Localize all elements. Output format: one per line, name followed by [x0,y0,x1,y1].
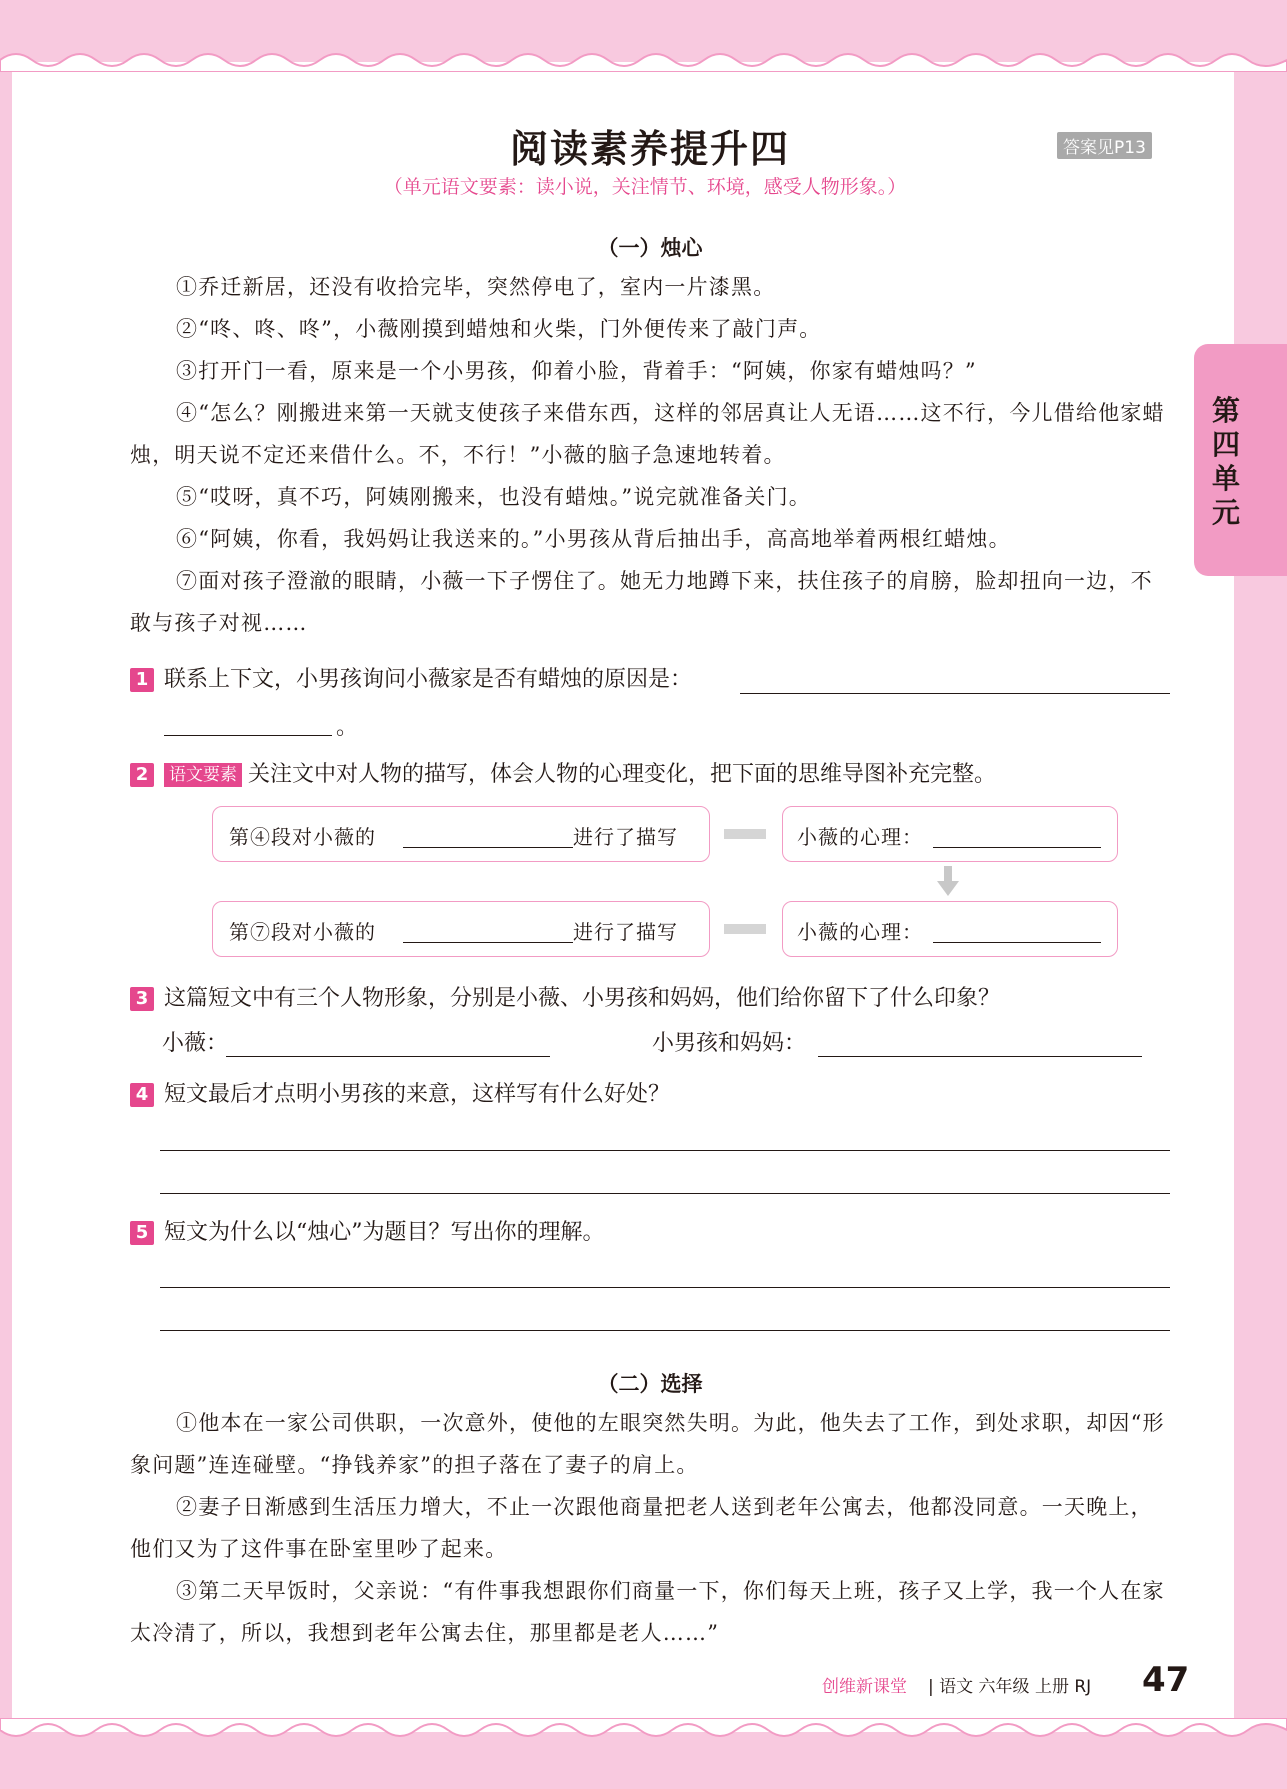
mindmap-box-psychology-1 [782,806,1118,862]
answer-blank[interactable] [740,693,1170,694]
question-text: 关注文中对人物的描写，体会人物的心理变化，把下面的思维导图补充完整。 [248,762,997,787]
unit-element-note: （单元语文要素：读小说，关注情节、环境，感受人物形象。） [383,176,907,198]
character-label-boy-mother: 小男孩和妈妈： [652,1031,807,1056]
passage-1-paragraph: ③打开门一看，原来是一个小男孩，仰着小脸，背着手：“阿姨，你家有蜡烛吗？” [176,359,977,383]
question-text: 短文最后才点明小男孩的来意，这样写有什么好处？ [164,1082,671,1107]
question-number-badge: 2 [130,763,154,787]
passage-2-paragraph: ③第二天早饭时，父亲说：“有件事我想跟你们商量一下，你们每天上班，孩子又上学，我一个人在家太冷清了，所以，我想到老年公寓去住，那里都是老人……” [130,1579,1165,1645]
passage-1-paragraph: ⑥“阿姨，你看，我妈妈让我送来的。”小男孩从背后抽出手，高高地举着两根红蜡烛。 [176,527,1011,551]
mindmap-box-description-4 [212,806,710,862]
wavy-border-top [0,48,1287,72]
question-2 [130,760,996,790]
question-number-badge: 3 [130,987,154,1011]
answer-blank[interactable] [933,847,1101,848]
answer-blank[interactable] [226,1056,550,1057]
question-1 [130,665,692,695]
passage-1-paragraph: ⑤“哎呀，真不巧，阿姨刚搬来，也没有蜡烛。”说完就准备关门。 [176,485,811,509]
mindmap-box-description-7 [212,901,710,957]
box-text: 进行了描写 [573,920,678,944]
answer-blank[interactable] [403,942,573,943]
mindmap-connector [724,924,766,934]
question-text: 联系上下文，小男孩询问小薇家是否有蜡烛的原因是： [164,667,693,692]
question-3 [130,984,1000,1014]
answer-blank[interactable] [818,1056,1142,1057]
footer-book-info: | 语文 六年级 上册 RJ [928,1677,1092,1697]
arrow-down-icon [937,866,959,896]
page-title: 阅读素养提升四 [509,127,790,171]
passage-2-paragraph: ①他本在一家公司供职，一次意外，使他的左眼突然失明。为此，他失去了工作，到处求职，却因“形象问题”连连碰壁。“挣钱养家”的担子落在了妻子的肩上。 [130,1411,1165,1477]
question-end-mark: 。 [336,715,359,740]
passage-1-paragraph: ①乔迁新居，还没有收拾完毕，突然停电了，室内一片漆黑。 [176,275,776,299]
answer-line[interactable] [160,1150,1170,1151]
passage-1-paragraph: ④“怎么？刚搬进来第一天就支使孩子来借东西，这样的邻居真让人无语……这不行，今儿借给他家蜡烛，明天说不定还来借什么。不，不行！”小薇的脑子急速地转着。 [130,401,1165,467]
answer-blank[interactable] [403,847,573,848]
question-number-badge: 4 [130,1083,154,1107]
question-number-badge: 5 [130,1221,154,1245]
box-text: 第④段对小薇的 [229,825,376,849]
passage-1-paragraph: ②“咚、咚、咚”，小薇刚摸到蜡烛和火柴，门外便传来了敲门声。 [176,317,822,341]
passage-1-paragraph: ⑦面对孩子澄澈的眼睛，小薇一下子愣住了。她无力地蹲下来，扶住孩子的肩膀，脸却扭向一边，不敢与孩子对视…… [130,569,1153,635]
mindmap-connector [724,829,766,839]
question-4 [130,1080,670,1110]
question-text: 短文为什么以“烛心”为题目？写出你的理解。 [164,1220,605,1245]
passage-2-paragraph: ②妻子日渐感到生活压力增大，不止一次跟他商量把老人送到老年公寓去，他都没同意。一天晚上，他们又为了这件事在卧室里吵了起来。 [130,1495,1153,1561]
question-text: 这篇短文中有三个人物形象，分别是小薇、小男孩和妈妈，他们给你留下了什么印象？ [164,986,1001,1011]
answer-reference-badge: 答案见P13 [1057,132,1152,159]
answer-line[interactable] [160,1193,1170,1194]
footer-brand: 创维新课堂 [822,1677,907,1697]
answer-line[interactable] [160,1330,1170,1331]
question-number-badge: 1 [130,668,154,692]
box-text: 第⑦段对小薇的 [229,920,376,944]
answer-blank[interactable] [164,735,332,736]
question-5 [130,1218,605,1248]
section-2-title: （二）选择 [597,1372,703,1396]
unit-side-tab [1194,344,1287,576]
section-1-title: （一）烛心 [597,236,703,260]
answer-line[interactable] [160,1287,1170,1288]
character-label-xiaowei: 小薇： [162,1031,229,1056]
wavy-border-bottom [0,1718,1287,1742]
language-element-tag: 语文要素 [164,763,242,787]
unit-tab-label: 第四单元 [1211,394,1240,529]
box-text: 小薇的心理： [797,920,923,944]
box-text: 进行了描写 [573,825,678,849]
page-number: 47 [1142,1660,1190,1700]
box-text: 小薇的心理： [797,825,923,849]
answer-blank[interactable] [933,942,1101,943]
mindmap-box-psychology-2 [782,901,1118,957]
